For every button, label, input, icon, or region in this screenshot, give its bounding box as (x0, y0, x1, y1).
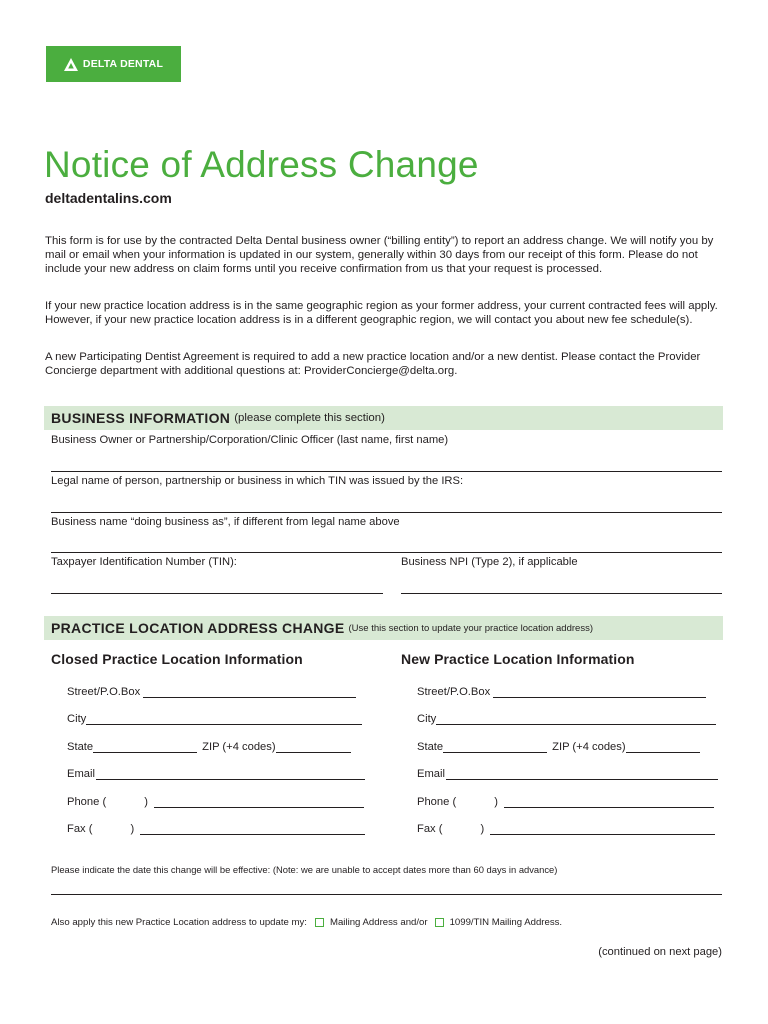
dba-name-input[interactable] (51, 552, 722, 553)
continued-note: (continued on next page) (598, 946, 722, 958)
legal-name-input[interactable] (51, 512, 722, 513)
owner-name-input[interactable] (51, 471, 722, 472)
closed-fax-field[interactable]: Fax ( ) (67, 819, 365, 835)
owner-name-label: Business Owner or Partnership/Corporation/Clinic Officer (last name, first name) (51, 434, 449, 446)
tin-label: Taxpayer Identification Number (TIN): (51, 556, 237, 568)
closed-email-input[interactable] (96, 768, 365, 780)
new-email-input[interactable] (446, 768, 718, 780)
new-fax-input[interactable] (490, 823, 715, 835)
legal-name-label: Legal name of person, partnership or business in which TIN was issued by the IRS: (51, 475, 464, 487)
intro-paragraph-1: This form is for use by the contracted Delta Dental business owner (“billing entity”) to report an address change. We will notify you by mail or email when your information is updated in our system, generally within 30 days from our receipt of this form. Please do not include your new address on claim forms until you receive confirmation from us that your request is processed. (45, 235, 714, 275)
new-phone-field[interactable]: Phone ( ) (417, 792, 714, 808)
section-title: BUSINESS INFORMATION (51, 410, 231, 426)
new-street-field[interactable]: Street/P.O.Box (417, 682, 706, 698)
closed-street-field[interactable]: Street/P.O.Box (67, 682, 356, 698)
npi-label: Business NPI (Type 2), if applicable (401, 556, 578, 568)
closed-state-input[interactable] (93, 741, 197, 753)
closed-city-field[interactable]: City (67, 709, 362, 725)
closed-street-input[interactable] (143, 686, 356, 698)
tin-input[interactable] (51, 593, 383, 594)
new-city-field[interactable]: City (417, 709, 716, 725)
dba-name-label: Business name “doing business as”, if different from legal name above (51, 516, 400, 528)
npi-input[interactable] (401, 593, 722, 594)
closed-location-heading: Closed Practice Location Information (51, 651, 303, 667)
tin-mailing-address-checkbox[interactable] (435, 918, 444, 927)
new-location-heading: New Practice Location Information (401, 651, 635, 667)
effective-date-input[interactable] (51, 894, 722, 895)
closed-city-input[interactable] (86, 713, 362, 725)
closed-state-zip-field[interactable]: State ZIP (+4 codes) (67, 737, 351, 753)
closed-phone-field[interactable]: Phone ( ) (67, 792, 364, 808)
apply-label: Also apply this new Practice Location address to update my: (51, 917, 307, 928)
new-city-input[interactable] (436, 713, 716, 725)
mailing-address-option: Mailing Address and/or (329, 917, 428, 928)
section-subtitle: (please complete this section) (234, 412, 385, 424)
logo-text: DELTA DENTAL (82, 58, 164, 70)
new-fax-field[interactable]: Fax ( ) (417, 819, 715, 835)
section-title: PRACTICE LOCATION ADDRESS CHANGE (51, 620, 345, 636)
page-title: Notice of Address Change (44, 144, 479, 185)
intro-paragraph-3: A new Participating Dentist Agreement is required to add a new practice location and/or a new dentist. Please contact the Provider Concierge department with additional questions at: ProviderConcierge@delta.org. (45, 351, 701, 377)
delta-triangle-icon (64, 58, 78, 71)
new-state-zip-field[interactable]: State ZIP (+4 codes) (417, 737, 700, 753)
effective-date-label: Please indicate the date this change will be effective: (Note: we are unable to accept dates more than 60 days in advance) (51, 864, 558, 875)
closed-email-field[interactable]: Email (67, 764, 365, 780)
website-link[interactable]: deltadentalins.com (45, 190, 172, 206)
section-subtitle: (Use this section to update your practice location address) (348, 622, 593, 634)
mailing-address-checkbox[interactable] (315, 918, 324, 927)
new-zip-input[interactable] (626, 741, 700, 753)
new-email-field[interactable]: Email (417, 764, 718, 780)
new-street-input[interactable] (493, 686, 706, 698)
closed-zip-input[interactable] (276, 741, 351, 753)
closed-phone-input[interactable] (154, 796, 364, 808)
intro-paragraph-2: If your new practice location address is in the same geographic region as your former address, your current contracted fees will apply. However, if your new practice location address is in a different geographic region, we will contact you about new fee schedule(s). (45, 300, 718, 326)
closed-fax-input[interactable] (140, 823, 365, 835)
new-state-input[interactable] (443, 741, 547, 753)
tin-mailing-address-option: 1099/TIN Mailing Address. (449, 917, 563, 928)
apply-options-row (51, 917, 562, 928)
new-phone-input[interactable] (504, 796, 714, 808)
business-information-header (44, 406, 723, 430)
practice-location-header (44, 616, 723, 640)
delta-dental-logo (46, 46, 181, 82)
